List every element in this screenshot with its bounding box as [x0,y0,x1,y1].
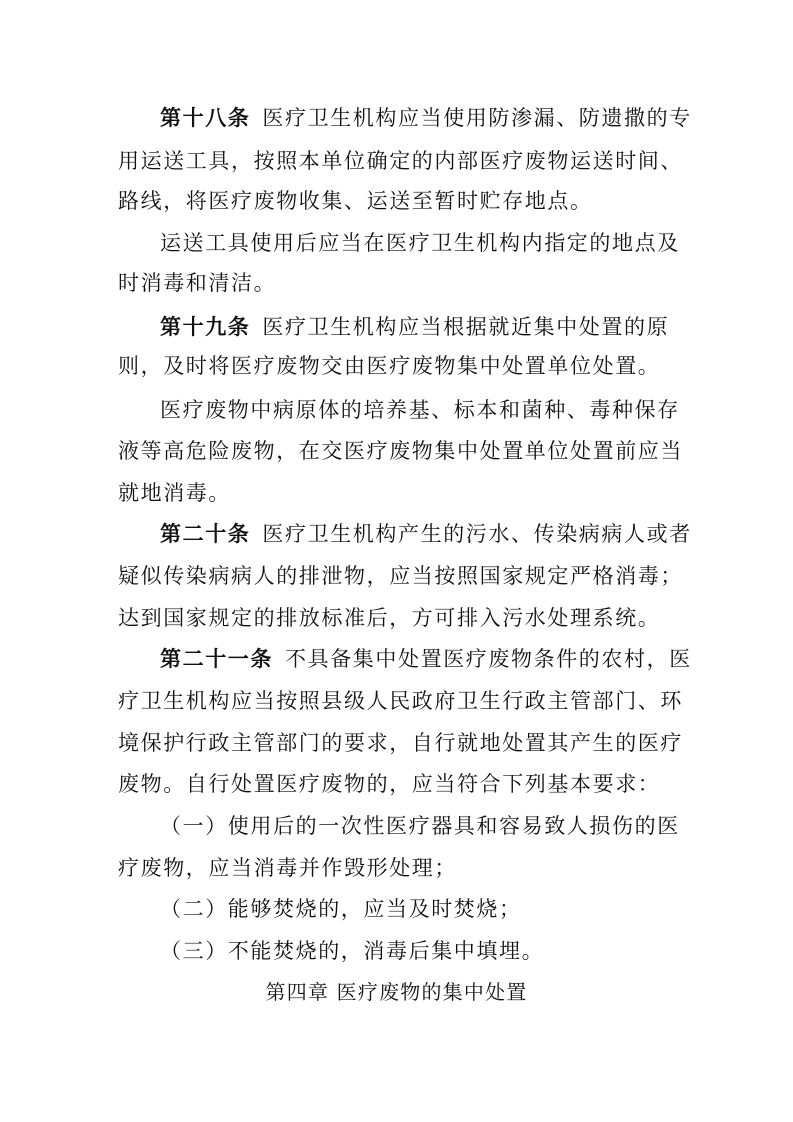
article-21-line-4: 废物。自行处置医疗废物的，应当符合下列基本要求： [118,772,661,796]
article-18-text: 医疗卫生机构应当使用防渗漏、防遗撒的专 [262,106,692,130]
article-21-item-3: （三）不能焚烧的，消毒后集中填埋。 [160,939,545,963]
article-21-heading: 第二十一条 [160,646,273,671]
article-20-line-1 [160,521,692,547]
article-20-line-2: 疑似传染病病人的排泄物，应当按照国家规定严格消毒； [118,564,683,588]
article-19-para2-line-3: 就地消毒。 [118,481,231,505]
article-20-line-3: 达到国家规定的排放标准后，方可排入污水处理系统。 [118,606,661,630]
article-18-para2-line-2: 时消毒和清洁。 [118,271,277,295]
article-19-heading: 第十九条 [160,314,251,339]
article-21-item-2: （二）能够焚烧的，应当及时焚烧； [160,897,522,921]
article-21-line-1 [160,646,692,672]
article-19-line-2: 则，及时将医疗废物交由医疗废物集中处置单位处置。 [118,354,661,378]
article-20-heading: 第二十条 [160,521,251,546]
chapter-4-heading: 第四章 医疗废物的集中处置 [265,980,528,1004]
article-21-line-3: 境保护行政主管部门的要求，自行就地处置其产生的医疗 [118,731,683,755]
article-18-para2-line-1: 运送工具使用后应当在医疗卫生机构内指定的地点及 [160,231,680,255]
article-19-text: 医疗卫生机构应当根据就近集中处置的原 [262,315,670,339]
article-18-line-3: 路线，将医疗废物收集、运送至暂时贮存地点。 [118,189,593,213]
article-18-line-1 [160,105,692,131]
article-20-text: 医疗卫生机构产生的污水、传染病病人或者 [262,522,692,546]
article-21-text: 不具备集中处置医疗废物条件的农村，医 [285,647,692,671]
article-18-line-2: 用运送工具，按照本单位确定的内部医疗废物运送时间、 [118,149,683,173]
article-19-line-1 [160,314,669,340]
article-19-para2-line-2: 液等高危险废物，在交医疗废物集中处置单位处置前应当 [118,439,683,463]
article-21-item-1-line-2: 疗废物，应当消毒并作毁形处理； [118,856,457,880]
article-19-para2-line-1: 医疗废物中病原体的培养基、标本和菌种、毒种保存 [160,398,680,422]
article-21-line-2: 疗卫生机构应当按照县级人民政府卫生行政主管部门、环 [118,689,683,713]
article-21-item-1-line-1: （一）使用后的一次性医疗器具和容易致人损伤的医 [160,814,680,838]
article-18-heading: 第十八条 [160,105,251,130]
